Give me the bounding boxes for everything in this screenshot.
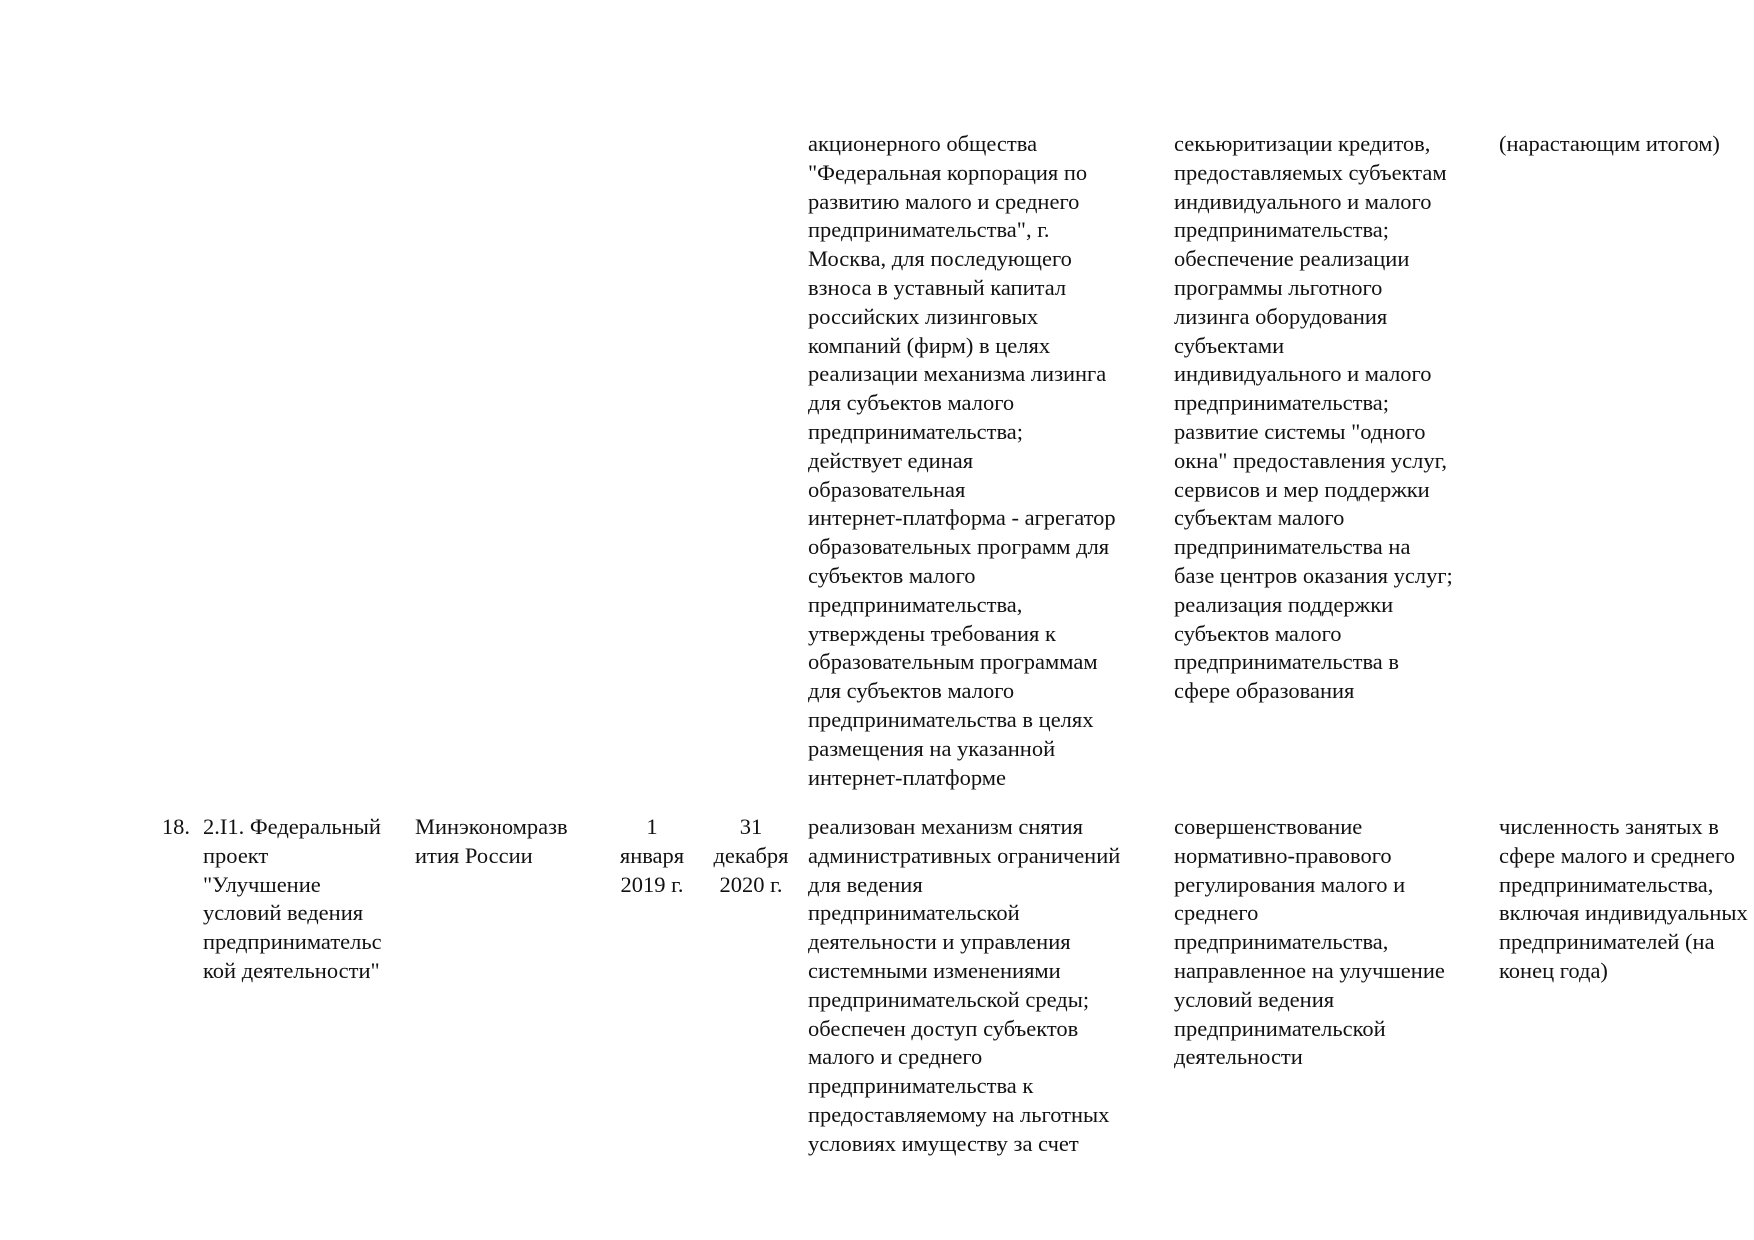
- indicator-cell: численность занятых в сфере малого и среднего предпринимательства, включая индивидуальных предпринимателей (на конец года): [1499, 814, 1748, 983]
- start-date-cell: 1 января 2019 г.: [619, 814, 685, 897]
- project-name-cell: 2.I1. Федеральный проект "Улучшение условий ведения предпринимательс кой деятельности": [203, 814, 382, 983]
- continuation-indicator-cell: (нарастающим итогом): [1499, 131, 1720, 156]
- end-date-cell: 31 декабря 2020 г.: [713, 814, 789, 897]
- continuation-link-cell: секьюритизации кредитов, предоставляемых субъектам индивидуального и малого предпринимательства; обеспечение реализации программы льготного лизинга оборудования субъектами индивидуального и малого предпринимательства; развитие системы "одного окна" предоставления услуг, сервисов и мер поддержки субъектам малого предпринимательства на базе центров оказания услуг; реализация поддержки субъектов малого предпринимательства в сфере образования: [1174, 131, 1453, 704]
- program-link-cell: совершенствование нормативно-правового регулирования малого и среднего предпринимательства, направленное на улучшение условий ведения предпринимательской деятельности: [1174, 814, 1445, 1070]
- continuation-result-cell: акционерного общества "Федеральная корпорация по развитию малого и среднего предпринимательства", г. Москва, для последующего взноса в уставный капитал российских лизинговых компаний (фирм) в целях реализации механизма лизинга для субъектов малого предпринимательства; действует единая образовательная интернет-платформа - агрегатор образовательных программ для субъектов малого предпринимательства, утверждены требования к образовательным программам для субъектов малого предпринимательства в целях размещения на указанной интернет-платформе: [808, 131, 1116, 790]
- expected-result-cell: реализован механизм снятия административных ограничений для ведения предпринимательской деятельности и управления системными изменениями предпринимательской среды; обеспечен доступ субъектов малого и среднего предпринимательства к предоставляемому на льготных условиях имуществу за счет: [808, 814, 1121, 1156]
- row-number: 18.: [161, 814, 190, 839]
- executor-cell: Минэкономразв ития России: [415, 814, 568, 868]
